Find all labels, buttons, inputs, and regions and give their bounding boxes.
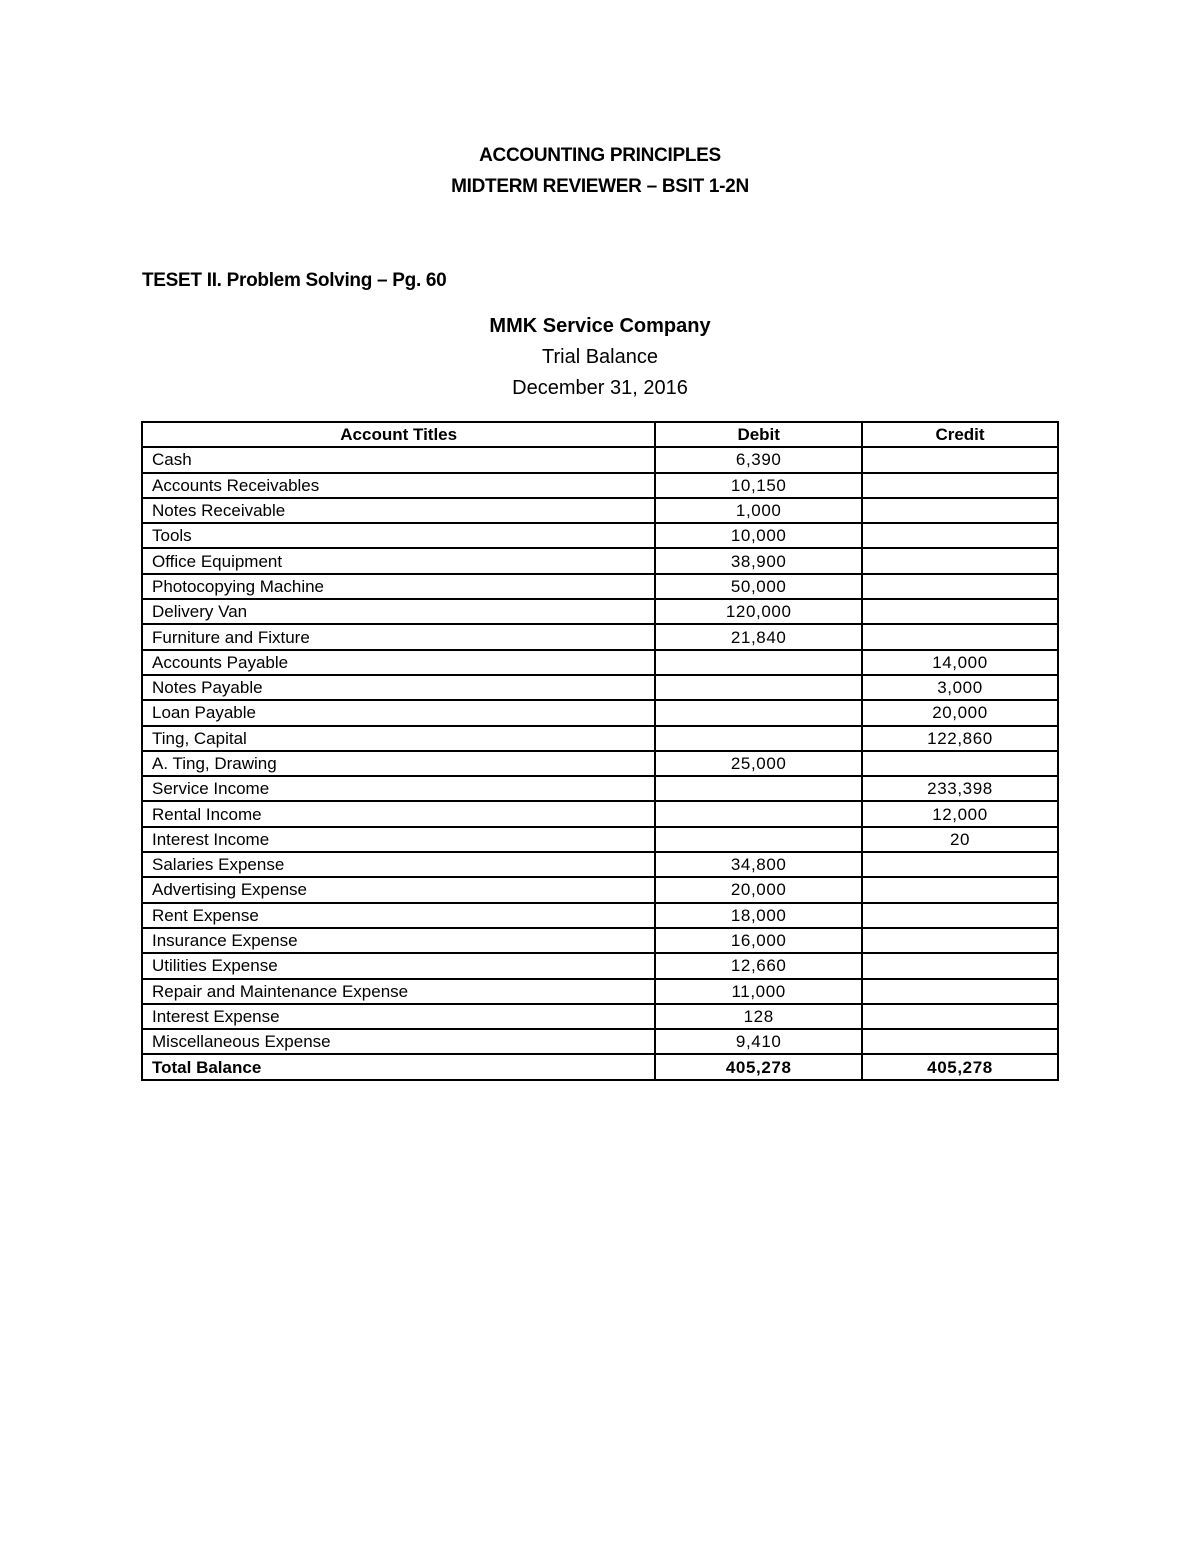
debit-cell: 120,000 xyxy=(655,599,862,624)
table-row xyxy=(142,523,1058,548)
debit-cell: 34,800 xyxy=(655,852,862,877)
account-title-cell: Insurance Expense xyxy=(142,928,655,953)
credit-cell xyxy=(862,624,1058,649)
account-title-cell: Cash xyxy=(142,447,655,472)
account-title-cell: Photocopying Machine xyxy=(142,574,655,599)
account-title-cell: Office Equipment xyxy=(142,548,655,573)
debit-cell: 50,000 xyxy=(655,574,862,599)
credit-cell xyxy=(862,574,1058,599)
report-name: Trial Balance xyxy=(542,346,658,368)
debit-cell: 16,000 xyxy=(655,928,862,953)
credit-cell: 12,000 xyxy=(862,801,1058,826)
account-title-cell: Service Income xyxy=(142,776,655,801)
account-title-cell: Miscellaneous Expense xyxy=(142,1029,655,1054)
section-heading: TESET II. Problem Solving – Pg. 60 xyxy=(142,270,447,291)
account-title-cell: Accounts Payable xyxy=(142,650,655,675)
table-body xyxy=(142,447,1058,1054)
column-header-debit: Debit xyxy=(655,422,862,447)
credit-cell xyxy=(862,1004,1058,1029)
debit-cell xyxy=(655,801,862,826)
table-row xyxy=(142,574,1058,599)
report-date: December 31, 2016 xyxy=(512,377,688,399)
document-title: ACCOUNTING PRINCIPLES xyxy=(479,145,721,166)
debit-cell xyxy=(655,700,862,725)
table-row xyxy=(142,953,1058,978)
credit-cell xyxy=(862,473,1058,498)
credit-cell xyxy=(862,548,1058,573)
credit-cell xyxy=(862,1029,1058,1054)
total-credit: 405,278 xyxy=(862,1054,1058,1079)
credit-cell xyxy=(862,447,1058,472)
account-title-cell: Furniture and Fixture xyxy=(142,624,655,649)
account-title-cell: Interest Income xyxy=(142,827,655,852)
account-title-cell: Salaries Expense xyxy=(142,852,655,877)
column-header-credit: Credit xyxy=(862,422,1058,447)
table-row xyxy=(142,877,1058,902)
table-row xyxy=(142,903,1058,928)
debit-cell: 128 xyxy=(655,1004,862,1029)
account-title-cell: Notes Receivable xyxy=(142,498,655,523)
table-row xyxy=(142,928,1058,953)
table-row xyxy=(142,801,1058,826)
table-header-row xyxy=(142,422,1058,447)
debit-cell: 10,150 xyxy=(655,473,862,498)
account-title-cell: Rent Expense xyxy=(142,903,655,928)
account-title-cell: Rental Income xyxy=(142,801,655,826)
account-title-cell: Repair and Maintenance Expense xyxy=(142,979,655,1004)
debit-cell: 9,410 xyxy=(655,1029,862,1054)
table-row xyxy=(142,650,1058,675)
credit-cell xyxy=(862,903,1058,928)
account-title-cell: Ting, Capital xyxy=(142,726,655,751)
total-debit: 405,278 xyxy=(655,1054,862,1079)
account-title-cell: Advertising Expense xyxy=(142,877,655,902)
credit-cell xyxy=(862,599,1058,624)
total-row xyxy=(142,1054,1058,1079)
account-title-cell: Delivery Van xyxy=(142,599,655,624)
column-header-account-titles: Account Titles xyxy=(142,422,655,447)
table-row xyxy=(142,827,1058,852)
account-title-cell: Accounts Receivables xyxy=(142,473,655,498)
trial-balance-table xyxy=(141,421,1059,1081)
account-title-cell: Tools xyxy=(142,523,655,548)
credit-cell: 122,860 xyxy=(862,726,1058,751)
debit-cell: 25,000 xyxy=(655,751,862,776)
table-row xyxy=(142,675,1058,700)
debit-cell xyxy=(655,650,862,675)
credit-cell: 14,000 xyxy=(862,650,1058,675)
debit-cell xyxy=(655,675,862,700)
table-row xyxy=(142,776,1058,801)
account-title-cell: Notes Payable xyxy=(142,675,655,700)
table-row xyxy=(142,852,1058,877)
credit-cell xyxy=(862,953,1058,978)
table-row xyxy=(142,1029,1058,1054)
debit-cell: 20,000 xyxy=(655,877,862,902)
credit-cell xyxy=(862,498,1058,523)
table-row xyxy=(142,751,1058,776)
account-title-cell: Interest Expense xyxy=(142,1004,655,1029)
account-title-cell: Utilities Expense xyxy=(142,953,655,978)
account-title-cell: A. Ting, Drawing xyxy=(142,751,655,776)
debit-cell: 38,900 xyxy=(655,548,862,573)
table-row xyxy=(142,624,1058,649)
table-row xyxy=(142,1004,1058,1029)
table-row xyxy=(142,700,1058,725)
debit-cell: 6,390 xyxy=(655,447,862,472)
table-row xyxy=(142,548,1058,573)
credit-cell xyxy=(862,928,1058,953)
credit-cell: 3,000 xyxy=(862,675,1058,700)
debit-cell xyxy=(655,726,862,751)
table-row xyxy=(142,979,1058,1004)
credit-cell: 20,000 xyxy=(862,700,1058,725)
table-row xyxy=(142,447,1058,472)
total-label: Total Balance xyxy=(142,1054,655,1079)
credit-cell xyxy=(862,852,1058,877)
debit-cell: 21,840 xyxy=(655,624,862,649)
table-row xyxy=(142,473,1058,498)
debit-cell: 1,000 xyxy=(655,498,862,523)
table-row xyxy=(142,599,1058,624)
table-row xyxy=(142,726,1058,751)
credit-cell xyxy=(862,877,1058,902)
credit-cell xyxy=(862,979,1058,1004)
credit-cell xyxy=(862,523,1058,548)
document-subtitle: MIDTERM REVIEWER – BSIT 1-2N xyxy=(451,176,749,197)
company-name: MMK Service Company xyxy=(489,315,711,337)
debit-cell: 11,000 xyxy=(655,979,862,1004)
credit-cell xyxy=(862,751,1058,776)
debit-cell xyxy=(655,776,862,801)
credit-cell: 233,398 xyxy=(862,776,1058,801)
debit-cell: 12,660 xyxy=(655,953,862,978)
account-title-cell: Loan Payable xyxy=(142,700,655,725)
table-row xyxy=(142,498,1058,523)
credit-cell: 20 xyxy=(862,827,1058,852)
debit-cell: 10,000 xyxy=(655,523,862,548)
debit-cell xyxy=(655,827,862,852)
debit-cell: 18,000 xyxy=(655,903,862,928)
